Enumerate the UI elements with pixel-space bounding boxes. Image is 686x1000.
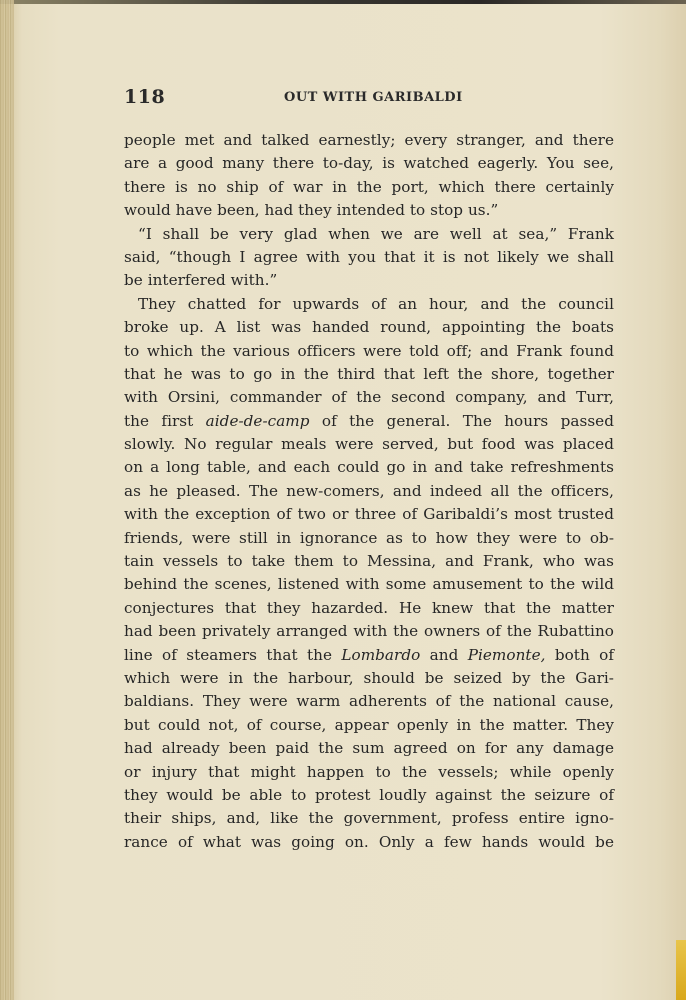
text-segment: line of steamers that the	[124, 645, 342, 664]
text-segment: had already been paid the sum agreed on for any damage	[124, 739, 614, 758]
text-segment: but could not, of course, appear openly in the matter. They	[124, 715, 614, 734]
text-segment: and	[420, 645, 468, 664]
text-line	[124, 784, 614, 807]
text-segment: to which the various officers were told off; and Frank found	[124, 341, 614, 360]
text-line	[124, 761, 614, 784]
text-segment: with Orsini, commander of the second company, and Turr,	[124, 388, 614, 407]
text-segment: of the general. The hours passed	[309, 411, 614, 430]
text-segment: would have been, had they intended to stop us.”	[124, 201, 499, 220]
text-segment: slowly. No regular meals were served, but food was placed	[124, 435, 614, 454]
text-segment: they would be able to protest loudly against the seizure of	[124, 785, 614, 804]
italic-text: aide-de-camp	[205, 411, 310, 430]
text-line	[124, 316, 614, 339]
text-line	[124, 433, 614, 456]
text-segment: people met and talked earnestly; every stranger, and there	[124, 131, 614, 149]
text-line	[124, 573, 614, 596]
page-top-edge	[0, 0, 686, 4]
text-line	[124, 410, 614, 433]
text-segment: which were in the harbour, should be seized by the Gari-	[124, 668, 614, 687]
page-header	[124, 86, 614, 112]
text-segment: as he pleased. The new-comers, and indeed all the officers,	[124, 481, 614, 500]
text-line	[124, 644, 614, 667]
text-line	[124, 386, 614, 409]
text-segment: rance of what was going on. Only a few hands would be	[124, 832, 614, 851]
text-line	[124, 667, 614, 690]
text-segment: “I shall be very glad when we are well at sea,” Frank	[138, 224, 614, 243]
text-segment: friends, were still in ignorance as to how they were to ob-	[124, 528, 614, 547]
text-segment: broke up. A list was handed round, appointing the boats	[124, 318, 614, 337]
text-line	[124, 690, 614, 713]
text-segment: be interfered with.”	[124, 271, 278, 290]
text-line	[124, 246, 614, 269]
text-line	[124, 293, 614, 316]
text-segment: that he was to go in the third that left the shore, together	[124, 364, 614, 383]
page-number: 118	[124, 86, 166, 108]
text-line	[124, 714, 614, 737]
text-line	[124, 503, 614, 526]
text-line	[124, 807, 614, 830]
text-segment: had been privately arranged with the owners of the Rubattino	[124, 622, 614, 641]
text-line	[124, 199, 614, 222]
text-line	[124, 620, 614, 643]
text-segment: with the exception of two or three of Garibaldi’s most trusted	[124, 505, 614, 524]
text-segment: said, “though I agree with you that it is not likely we shall	[124, 247, 614, 266]
text-line	[124, 527, 614, 550]
text-line	[124, 176, 614, 199]
text-line	[124, 129, 614, 152]
text-line	[124, 737, 614, 760]
text-line	[124, 456, 614, 479]
text-line	[124, 223, 614, 246]
text-segment: on a long table, and each could go in and take refreshments	[124, 458, 614, 477]
text-segment: both of	[545, 645, 614, 664]
text-segment: tain vessels to take them to Messina, and Frank, who was	[124, 552, 614, 571]
text-line	[124, 480, 614, 503]
body-text	[124, 129, 614, 854]
text-segment: their ships, and, like the government, profess entire igno-	[124, 809, 614, 828]
italic-text: Piemonte,	[467, 645, 546, 664]
page-binding-edge	[0, 0, 14, 1000]
text-segment: baldians. They were warm adherents of the national cause,	[124, 692, 614, 711]
text-line	[124, 269, 614, 292]
text-segment: They chatted for upwards of an hour, and the council	[138, 294, 614, 313]
text-segment: are a good many there to-day, is watched eagerly. You see,	[124, 154, 614, 173]
text-segment: behind the scenes, listened with some amusement to the wild	[124, 575, 614, 594]
page-corner-mark	[676, 940, 686, 1000]
text-segment: conjectures that they hazarded. He knew that the matter	[124, 598, 614, 617]
text-line	[124, 363, 614, 386]
text-segment: or injury that might happen to the vessels; while openly	[124, 762, 614, 781]
text-line	[124, 831, 614, 854]
running-head: OUT WITH GARIBALDI	[284, 90, 463, 105]
text-line	[124, 597, 614, 620]
text-line	[124, 550, 614, 573]
italic-text: Lombardo	[341, 645, 421, 664]
text-segment: there is no ship of war in the port, which there certainly	[124, 177, 614, 196]
text-line	[124, 340, 614, 363]
text-line	[124, 152, 614, 175]
text-segment: the first	[124, 411, 206, 430]
